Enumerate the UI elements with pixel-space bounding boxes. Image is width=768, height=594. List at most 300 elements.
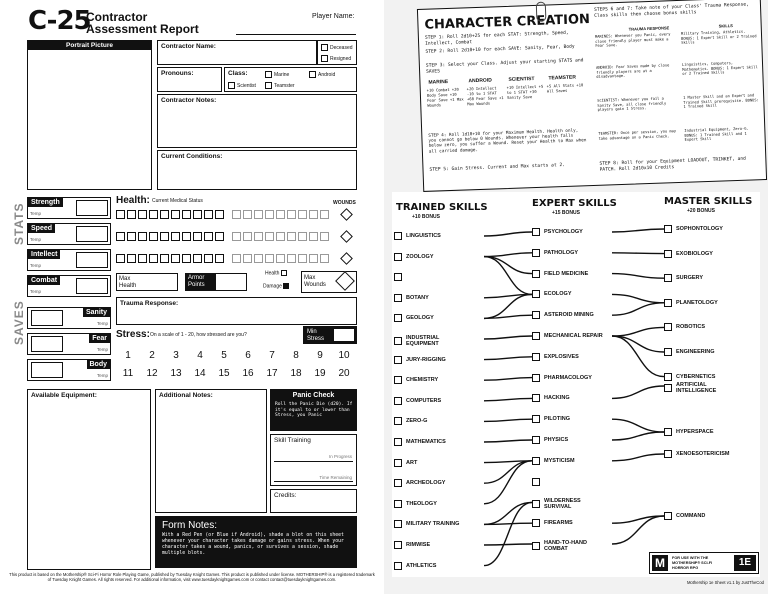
skill-mysticism[interactable] — [532, 457, 575, 465]
health-pip[interactable] — [276, 210, 285, 219]
skill-rimwise[interactable] — [394, 541, 430, 549]
skill-checkbox[interactable] — [532, 519, 540, 527]
stress-number[interactable]: 16 — [242, 368, 254, 379]
skill-connector — [484, 315, 532, 318]
health-pip[interactable] — [276, 254, 285, 263]
skills-head: SKILLS — [718, 23, 734, 29]
skill-checkbox[interactable] — [532, 500, 540, 508]
skill-geology[interactable] — [394, 314, 434, 322]
skill-connector — [612, 294, 664, 302]
skill-physics[interactable] — [532, 436, 568, 444]
stat-combat-temp-box[interactable] — [76, 278, 108, 294]
skill-checkbox[interactable] — [664, 384, 672, 392]
max-health-label: Max Health — [119, 276, 137, 289]
class-label: Class: — [228, 70, 248, 77]
player-name-input[interactable] — [236, 22, 306, 34]
stress-number[interactable]: 2 — [149, 350, 155, 361]
scientist-mods: +10 Intellect +5 to 1 STAT +30 Sanity Save — [506, 83, 544, 100]
step-1: STEP 1: Roll 2d10+25 for each STAT: Strength, Speed, Intellect, Combat — [424, 30, 569, 47]
health-pip[interactable] — [298, 210, 307, 219]
skill-military-training[interactable] — [394, 520, 459, 528]
creation-title: CHARACTER CREATION — [424, 12, 591, 33]
deceased-checkbox[interactable] — [321, 44, 328, 51]
skill-connector — [612, 454, 664, 461]
stress-number[interactable]: 18 — [290, 368, 302, 379]
skill-firearms[interactable] — [532, 519, 573, 527]
skill-checkbox[interactable] — [394, 253, 402, 261]
stat-speed-temp-box[interactable] — [76, 226, 108, 242]
skill-checkbox[interactable] — [664, 299, 672, 307]
current-conditions-box[interactable] — [157, 150, 357, 190]
skill-artificial-intelligence[interactable] — [664, 382, 738, 394]
skill-label: GEOLOGY — [406, 315, 434, 322]
skill-connector — [612, 336, 664, 352]
skill-art[interactable] — [394, 459, 417, 467]
skill-checkbox[interactable] — [532, 374, 540, 382]
skill-label: WILDERNESS SURVIVAL — [544, 498, 581, 511]
save-temp-label: Temp — [96, 321, 108, 326]
skill-checkbox[interactable] — [394, 562, 402, 570]
skill-checkbox[interactable] — [394, 273, 402, 281]
health-pip[interactable] — [171, 232, 180, 241]
skill-checkbox[interactable] — [532, 228, 540, 236]
class-teamster[interactable]: Teamster — [265, 82, 295, 89]
form-notes-title: Form Notes: — [162, 520, 218, 531]
health-pip[interactable] — [160, 254, 169, 263]
skill-checkbox[interactable] — [532, 415, 540, 423]
skill-hacking[interactable] — [532, 394, 570, 402]
skill-pharmacology[interactable] — [532, 374, 592, 382]
skill-asteroid-mining[interactable] — [532, 311, 594, 319]
stress-number[interactable]: 14 — [194, 368, 206, 379]
stat-combat[interactable] — [27, 275, 111, 297]
skill-zoology[interactable] — [394, 253, 434, 261]
skill-checkbox[interactable] — [664, 428, 672, 436]
health-pip[interactable] — [243, 254, 252, 263]
health-pip[interactable] — [160, 232, 169, 241]
status-resigned[interactable]: Resigned — [321, 55, 351, 62]
skill-mathematics[interactable] — [394, 438, 446, 446]
skill-zero-g[interactable] — [394, 417, 427, 425]
skill-checkbox[interactable] — [532, 249, 540, 257]
stress-number[interactable]: 17 — [266, 368, 278, 379]
stat-intellect-label: Intellect — [28, 250, 60, 259]
health-pip[interactable] — [254, 210, 263, 219]
credits-box[interactable] — [270, 489, 357, 513]
skill-checkbox[interactable] — [394, 376, 402, 384]
skill-label: PILOTING — [544, 416, 570, 423]
skill-exobiology[interactable] — [664, 250, 713, 258]
skill-checkbox[interactable] — [394, 438, 402, 446]
skill-checkbox[interactable] — [394, 417, 402, 425]
current-conditions-label: Current Conditions: — [161, 153, 223, 160]
health-pip[interactable] — [320, 210, 329, 219]
pronouns-box[interactable] — [157, 67, 222, 92]
skill-label: ZOOLOGY — [406, 253, 434, 260]
skill-checkbox[interactable] — [532, 270, 540, 278]
wound-marker-1[interactable] — [340, 208, 353, 221]
max-wounds-label: Max Wounds — [304, 275, 326, 288]
health-pip[interactable] — [138, 210, 147, 219]
mothership-logo: M — [652, 555, 668, 571]
save-fear-value-box[interactable] — [31, 336, 63, 352]
health-pip[interactable] — [232, 232, 241, 241]
stress-number[interactable]: 11 — [122, 368, 134, 379]
skill-botany[interactable] — [394, 294, 429, 302]
skill-pathology[interactable] — [532, 249, 578, 257]
skill-connector — [484, 378, 532, 381]
skill-connector — [484, 502, 532, 524]
stress-number[interactable]: 9 — [317, 350, 323, 361]
skill-checkbox[interactable] — [394, 314, 402, 322]
skill-connector — [484, 440, 532, 442]
skill-checkbox[interactable] — [664, 450, 672, 458]
skill-robotics[interactable] — [664, 323, 705, 331]
skill-label: PHYSICS — [544, 437, 569, 443]
skill-connector — [484, 461, 532, 483]
stat-strength[interactable] — [27, 197, 111, 219]
class-android[interactable]: Android — [309, 71, 335, 78]
health-row — [116, 210, 329, 219]
step-3: STEP 3: Select your Class. Adjust your starting STATS and SAVES — [425, 58, 584, 75]
save-sanity[interactable] — [27, 307, 111, 329]
health-pip[interactable] — [232, 254, 241, 263]
skill-label: SURGERY — [676, 275, 703, 282]
marine-checkbox[interactable] — [265, 71, 272, 78]
skill-jury-rigging[interactable] — [394, 356, 446, 364]
save-body-value-box[interactable] — [31, 362, 63, 378]
health-pip[interactable] — [215, 232, 224, 241]
health-pip[interactable] — [193, 254, 202, 263]
stress-number[interactable]: 10 — [338, 350, 350, 361]
skill-connector — [612, 432, 664, 440]
health-row — [116, 232, 329, 241]
android-col-head: ANDROID — [468, 77, 492, 85]
save-fear[interactable] — [27, 333, 111, 355]
title-line1: Contractor — [86, 10, 148, 24]
character-creation-card — [417, 0, 767, 192]
skill-checkbox[interactable] — [394, 479, 402, 487]
skill-training-box[interactable] — [270, 434, 357, 486]
skill-surgery[interactable] — [664, 274, 703, 282]
status-box — [317, 40, 357, 65]
skill-archeology[interactable] — [394, 479, 445, 487]
player-name-line — [236, 34, 356, 35]
health-pip[interactable] — [149, 232, 158, 241]
armor-points-label: Armor Points — [186, 274, 216, 290]
health-pip[interactable] — [320, 254, 329, 263]
health-pip[interactable] — [265, 232, 274, 241]
skill-checkbox[interactable] — [532, 353, 540, 361]
max-health-box[interactable] — [116, 273, 178, 291]
skill-command[interactable] — [664, 512, 705, 520]
skill-label: ARTIFICIAL INTELLIGENCE — [676, 382, 717, 394]
class-scientist[interactable]: Scientist — [228, 82, 256, 89]
health-pip[interactable] — [171, 210, 180, 219]
min-stress-box[interactable] — [303, 326, 357, 344]
contractor-notes-box[interactable] — [157, 94, 357, 148]
health-pip[interactable] — [204, 254, 213, 263]
health-pip[interactable] — [243, 210, 252, 219]
stat-speed[interactable] — [27, 223, 111, 245]
health-pip[interactable] — [309, 210, 318, 219]
skill-checkbox[interactable] — [394, 500, 402, 508]
skill-checkbox[interactable] — [664, 250, 672, 258]
health-pip[interactable] — [193, 210, 202, 219]
health-pip[interactable] — [116, 254, 125, 263]
skill-checkbox[interactable] — [664, 225, 672, 233]
status-deceased[interactable]: Deceased — [321, 44, 353, 51]
skill-connector — [612, 419, 664, 432]
skill-label: ROBOTICS — [676, 324, 706, 331]
master-bonus: +20 BONUS — [687, 208, 715, 214]
skill-connector — [484, 357, 532, 360]
saves-side-label: SAVES — [12, 300, 26, 345]
portrait-box[interactable] — [27, 40, 152, 190]
skill-label: MYSTICISM — [544, 457, 575, 464]
skill-psychology[interactable] — [532, 228, 583, 236]
trauma-response-box[interactable] — [116, 297, 357, 325]
skill-label: EXOBIOLOGY — [676, 250, 713, 257]
skill-blank[interactable] — [532, 478, 544, 486]
teamster-skills: Industrial Equipment, Zero-G. BONUS: 1 Trained Skill and 1 Expert Skill — [684, 126, 749, 142]
stress-number[interactable]: 20 — [338, 368, 350, 379]
health-pip[interactable] — [127, 210, 136, 219]
skill-theology[interactable] — [394, 500, 437, 508]
skill-checkbox[interactable] — [394, 541, 402, 549]
skill-explosives[interactable] — [532, 353, 579, 361]
skill-checkbox[interactable] — [532, 478, 540, 486]
stress-number[interactable]: 3 — [173, 350, 179, 361]
health-pip[interactable] — [182, 254, 191, 263]
scientist-checkbox[interactable] — [228, 82, 235, 89]
health-pip[interactable] — [116, 210, 125, 219]
stat-temp-label: Temp — [30, 211, 42, 216]
trauma-response-label: Trauma Response: — [120, 300, 179, 307]
health-pip[interactable] — [309, 254, 318, 263]
android-mods: +20 Intellect -10 to 1 STAT +60 Fear Save +1 Max Wounds — [466, 85, 504, 107]
skill-checkbox[interactable] — [532, 457, 540, 465]
stress-number[interactable]: 6 — [245, 350, 251, 361]
skill-field-medicine[interactable] — [532, 270, 588, 278]
health-pip[interactable] — [182, 232, 191, 241]
skill-label: MECHANICAL REPAIR — [544, 333, 603, 339]
skill-mechanical-repair[interactable] — [532, 332, 603, 340]
skill-label: ZERO-G — [406, 418, 428, 425]
skill-checkbox[interactable] — [394, 232, 402, 240]
skill-label: CYBERNETICS — [676, 373, 716, 380]
skill-chemistry[interactable] — [394, 376, 438, 384]
health-pip[interactable] — [265, 210, 274, 219]
skill-label: HYPERSPACE — [676, 429, 714, 435]
skill-cybernetics[interactable] — [664, 373, 715, 381]
skill-checkbox[interactable] — [664, 348, 672, 356]
save-temp-label: Temp — [96, 347, 108, 352]
skill-engineering[interactable] — [664, 348, 715, 356]
skill-training-label: Skill Training — [274, 437, 311, 444]
health-pip[interactable] — [149, 210, 158, 219]
health-pip[interactable] — [182, 210, 191, 219]
edition-badge: 1E — [734, 555, 756, 571]
skill-checkbox[interactable] — [394, 356, 402, 364]
health-pip[interactable] — [287, 210, 296, 219]
skill-label: ARCHEOLOGY — [406, 480, 446, 487]
skill-checkbox[interactable] — [394, 397, 402, 405]
skill-checkbox[interactable] — [664, 512, 672, 520]
skill-linguistics[interactable] — [394, 232, 441, 240]
mothership-badge — [649, 552, 759, 574]
skill-label: ENGINEERING — [676, 349, 715, 355]
health-pip[interactable] — [309, 232, 318, 241]
health-pip[interactable] — [127, 254, 136, 263]
wound-marker-3[interactable] — [340, 252, 353, 265]
health-pip[interactable] — [204, 232, 213, 241]
health-pip[interactable] — [204, 210, 213, 219]
wound-marker-2[interactable] — [340, 230, 353, 243]
skill-checkbox[interactable] — [664, 323, 672, 331]
max-wounds-diamond[interactable] — [335, 271, 355, 291]
save-body[interactable] — [27, 359, 111, 381]
skill-connector — [484, 232, 532, 236]
stat-intellect-temp-box[interactable] — [76, 252, 108, 268]
health-pip[interactable] — [215, 254, 224, 263]
form-notes-text: With a Red Pen (or Blue if Android), shade a blot on this sheet whenever your character takes damage or gains stress. When your character takes a wound, panics, or survives a session, shade multiple blots. — [162, 533, 344, 556]
stat-temp-label: Temp — [30, 289, 42, 294]
stress-number[interactable]: 15 — [218, 368, 230, 379]
skill-connector — [484, 544, 532, 545]
skill-label: FIELD MEDICINE — [544, 270, 589, 277]
stress-number[interactable]: 7 — [269, 350, 275, 361]
skill-hand-to-hand-combat[interactable] — [532, 540, 606, 552]
skill-ecology[interactable] — [532, 290, 572, 298]
android-trauma: ANDROID: Fear Saves made by close friendly players are at a disadvantage. — [596, 63, 670, 80]
stress-number[interactable]: 19 — [314, 368, 326, 379]
health-pip[interactable] — [287, 232, 296, 241]
skill-label: COMMAND — [676, 513, 706, 519]
skill-checkbox[interactable] — [394, 294, 402, 302]
skill-wilderness-survival[interactable] — [532, 498, 606, 510]
panic-check-box — [270, 389, 357, 431]
skill-industrial-equipment[interactable] — [394, 335, 468, 347]
skill-checkbox[interactable] — [664, 274, 672, 282]
health-pip[interactable] — [149, 254, 158, 263]
step-8: STEP 8: Roll for your Equipment LOADOUT, TRINKET, and PATCH. Roll 2d10x10 Credits — [599, 156, 747, 173]
master-skills-head: MASTER SKILLS — [664, 196, 753, 207]
equipment-box[interactable] — [27, 389, 151, 570]
skill-hyperspace[interactable] — [664, 428, 714, 436]
skill-checkbox[interactable] — [532, 311, 540, 319]
skill-piloting[interactable] — [532, 415, 570, 423]
skill-checkbox[interactable] — [664, 373, 672, 381]
skill-label: XENOESOTERICISM — [676, 451, 730, 457]
health-pip[interactable] — [160, 210, 169, 219]
health-pip[interactable] — [254, 254, 263, 263]
stress-number[interactable]: 12 — [146, 368, 158, 379]
additional-notes-box[interactable] — [155, 389, 267, 513]
skill-blank[interactable] — [394, 273, 406, 281]
health-pip[interactable] — [215, 210, 224, 219]
save-temp-label: Temp — [96, 373, 108, 378]
skill-planetology[interactable] — [664, 299, 718, 307]
marine-col-head: MARINE — [428, 79, 449, 86]
min-stress-value-box[interactable] — [334, 329, 354, 341]
stress-number[interactable]: 5 — [221, 350, 227, 361]
contractor-name-box[interactable] — [157, 40, 317, 65]
expert-bonus: +15 BONUS — [552, 210, 580, 216]
health-pip[interactable] — [298, 254, 307, 263]
health-pip[interactable] — [320, 232, 329, 241]
skill-label: ATHLETICS — [406, 562, 437, 569]
footer-license: This product is based on the Mothership® Sci-Fi Horror Role Playing Game, published by Tuesday Knight Games. This product is published under license. MOTHERSHIP® is a registered trademark of Tuesday Knight Games. All rights reserved. For additional information, visit www.tuesdayknightgames.com or contact contact@tuesdayknightgames.com. — [9, 572, 375, 582]
stat-temp-label: Temp — [30, 237, 42, 242]
android-skills: Linguistics, Computers, Mathematics. BONUS: 1 Expert Skill or 2 Trained Skills — [681, 61, 758, 77]
skill-computers[interactable] — [394, 397, 441, 405]
stress-number[interactable]: 8 — [293, 350, 299, 361]
credits-label: Credits: — [274, 492, 297, 499]
health-pip[interactable] — [138, 232, 147, 241]
health-pip[interactable] — [254, 232, 263, 241]
trained-bonus: +10 BONUS — [412, 214, 440, 220]
stat-intellect[interactable] — [27, 249, 111, 271]
stat-strength-temp-box[interactable] — [76, 200, 108, 216]
teamster-mods: +5 All Stats +10 All Saves — [546, 82, 584, 94]
skill-checkbox[interactable] — [394, 459, 402, 467]
skill-xenoesotericism[interactable] — [664, 450, 729, 458]
health-pip[interactable] — [298, 232, 307, 241]
skill-label: PSYCHOLOGY — [544, 229, 583, 235]
skill-checkbox[interactable] — [532, 542, 540, 550]
resigned-checkbox[interactable] — [321, 55, 328, 62]
skill-checkbox[interactable] — [532, 394, 540, 402]
health-pip[interactable] — [287, 254, 296, 263]
min-stress-label: Min Stress — [307, 329, 325, 342]
armor-points-box[interactable] — [185, 273, 247, 291]
save-sanity-value-box[interactable] — [31, 310, 63, 326]
class-marine[interactable]: Marine — [265, 71, 289, 78]
health-pip[interactable] — [193, 232, 202, 241]
skill-checkbox[interactable] — [394, 520, 402, 528]
health-pip[interactable] — [116, 232, 125, 241]
pronouns-label: Pronouns: — [161, 70, 194, 77]
android-checkbox[interactable] — [309, 71, 316, 78]
health-pip[interactable] — [232, 210, 241, 219]
health-pip[interactable] — [276, 232, 285, 241]
stress-number[interactable]: 4 — [197, 350, 203, 361]
skill-checkbox[interactable] — [532, 290, 540, 298]
form-notes-box — [155, 516, 357, 568]
max-wounds-box[interactable] — [301, 271, 357, 293]
skill-sophontology[interactable] — [664, 225, 723, 233]
stress-number[interactable]: 1 — [125, 350, 131, 361]
skill-training-rule-1 — [274, 461, 353, 462]
class-mods-table — [426, 74, 588, 128]
skill-checkbox[interactable] — [532, 332, 540, 340]
health-pip[interactable] — [171, 254, 180, 263]
teamster-checkbox[interactable] — [265, 82, 272, 89]
stress-number[interactable]: 13 — [170, 368, 182, 379]
skill-checkbox[interactable] — [394, 337, 402, 345]
health-pip[interactable] — [243, 232, 252, 241]
trained-skills-head: TRAINED SKILLS — [396, 202, 488, 213]
badge-text: FOR USE WITH THE MOTHERSHIP® SCI-FI HORROR RPG — [672, 556, 713, 570]
skill-connector — [484, 502, 532, 565]
health-pip[interactable] — [127, 232, 136, 241]
health-pip[interactable] — [265, 254, 274, 263]
skill-checkbox[interactable] — [532, 436, 540, 444]
health-key-box — [281, 270, 287, 276]
health-pip[interactable] — [138, 254, 147, 263]
skill-athletics[interactable] — [394, 562, 436, 570]
